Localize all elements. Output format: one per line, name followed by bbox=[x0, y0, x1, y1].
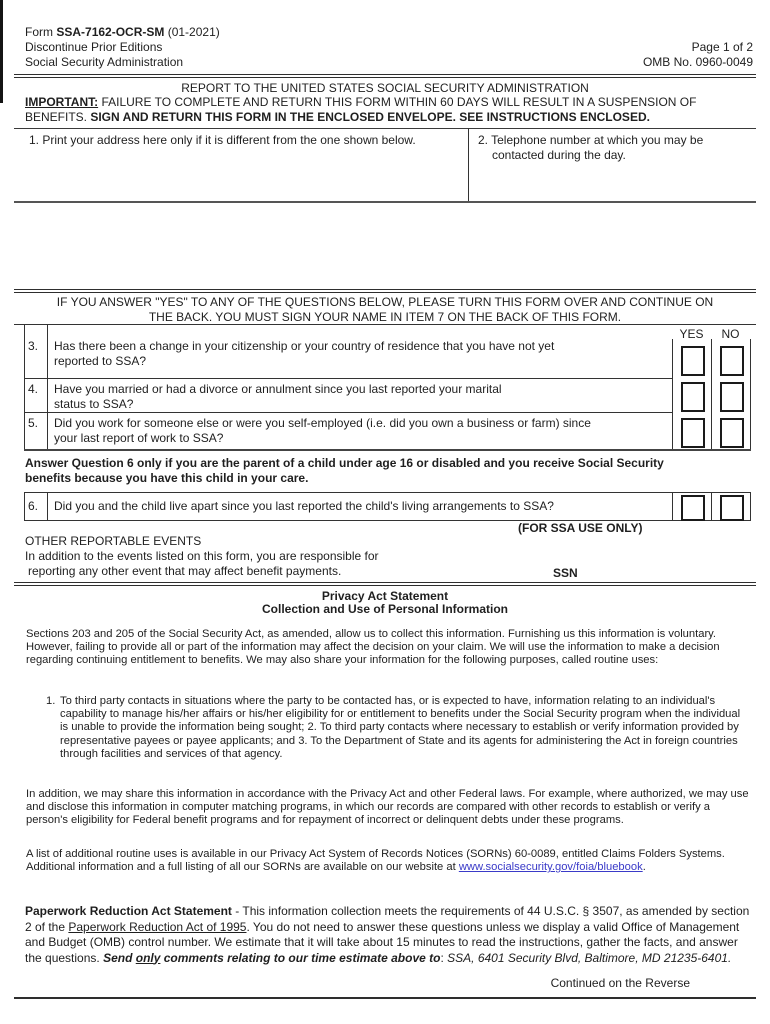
question-5-line1: Did you work for someone else or were you self-employed (i.e. did you own a business or farm) since bbox=[54, 416, 591, 430]
for-ssa-use-only-label: (FOR SSA USE ONLY) bbox=[518, 521, 643, 535]
privacy-section-divider bbox=[14, 582, 756, 586]
omb-number: OMB No. 0960-0049 bbox=[642, 55, 753, 69]
band-top-border bbox=[14, 289, 756, 293]
question-6-number: 6. bbox=[28, 499, 39, 513]
items-table-divider bbox=[468, 128, 469, 201]
pra-1995-reference: Paperwork Reduction Act of 1995 bbox=[68, 919, 247, 934]
yes-column-header: YES bbox=[679, 327, 704, 341]
yes-instruction-band bbox=[0, 295, 770, 325]
privacy-act-title: Privacy Act Statement bbox=[321, 589, 449, 603]
question-4-line2: status to SSA? bbox=[54, 397, 134, 411]
question-6-text: Did you and the child live apart since you last reported the child's living arrangements to SSA? bbox=[54, 499, 554, 513]
question-4-yes-checkbox[interactable] bbox=[681, 382, 705, 412]
question-5-yes-checkbox[interactable] bbox=[681, 418, 705, 448]
question-3-line1: Has there been a change in your citizenship or your country of residence that you have not yet bbox=[54, 339, 555, 353]
important-line-1: IMPORTANT: FAILURE TO COMPLETE AND RETURN THIS FORM WITHIN 60 DAYS WILL RESULT IN A SUSPENSION OF bbox=[25, 95, 697, 109]
page-number: Page 1 of 2 bbox=[691, 40, 753, 54]
form-number-line: Form SSA-7162-OCR-SM (01-2021) bbox=[25, 25, 220, 39]
agency-line: Social Security Administration bbox=[25, 55, 184, 69]
important-line-2: BENEFITS. SIGN AND RETURN THIS FORM IN THE ENCLOSED ENVELOPE. SEE INSTRUCTIONS ENCLOSED. bbox=[25, 110, 650, 124]
questions-table-left-border bbox=[24, 325, 25, 449]
form-title: REPORT TO THE UNITED STATES SOCIAL SECURITY ADMINISTRATION bbox=[181, 81, 589, 95]
band-bottom-border bbox=[14, 324, 756, 325]
ssn-label: SSN bbox=[553, 566, 578, 580]
band-line-2: THE BACK. YOU MUST SIGN YOUR NAME IN ITEM 7 ON THE BACK OF THIS FORM. bbox=[148, 310, 622, 324]
row-divider-3-4 bbox=[24, 378, 672, 379]
no-column-header: NO bbox=[721, 327, 740, 341]
form-number: SSA-7162-OCR-SM bbox=[56, 25, 165, 39]
question-3-text bbox=[54, 339, 669, 369]
other-events-line2: reporting any other event that may affect benefit payments. bbox=[28, 564, 342, 578]
question-4-number: 4. bbox=[28, 382, 39, 396]
discontinue-line: Discontinue Prior Editions bbox=[25, 40, 163, 54]
ssa-address: SSA, 6401 Security Blvd, Baltimore, MD 21235-6401. bbox=[447, 950, 732, 965]
bluebook-link[interactable]: www.socialsecurity.gov/foia/bluebook bbox=[458, 861, 643, 874]
questions-table-right-border bbox=[750, 339, 751, 449]
form-id-block bbox=[25, 25, 220, 70]
paperwork-label: Paperwork Reduction Act Statement bbox=[25, 904, 232, 918]
important-notice bbox=[25, 95, 761, 125]
question-4-text bbox=[54, 382, 669, 412]
privacy-paragraph-1: Sections 203 and 205 of the Social Security Act, as amended, allow us to collect this information. Furnishing us this information is voluntary. However, failing to provide all or part of the information may affect the decision on your claim. We will use the information to make a decision regarding continuing entitlement to benefits. We may also share your information for the following purposes, called routine uses: bbox=[26, 628, 720, 667]
question-4-no-checkbox[interactable] bbox=[720, 382, 744, 412]
routine-use-list-marker: 1. bbox=[46, 695, 56, 707]
question-5-no-checkbox[interactable] bbox=[720, 418, 744, 448]
yes-no-column-divider bbox=[711, 339, 712, 449]
question-6-number-divider bbox=[47, 492, 48, 521]
paperwork-reduction-statement: Paperwork Reduction Act Statement - This information collection meets the requirements of 44 U.S.C. § 3507, as amended by section 2 of the Paperwork Reduction Act of 1995. You do not need to answer these questions unless we display a valid Office of Management and Budget (OMB) control number. We estimate that it will take about 15 minutes to read the instructions, gather the facts, and answer the questions. Send only comments relating to our time estimate above to: SSA, 6401 Security Blvd, Baltimore, MD 21235-6401. bbox=[25, 904, 750, 965]
question-3-line2: reported to SSA? bbox=[54, 354, 147, 368]
header-divider bbox=[14, 74, 756, 78]
question-4-line1: Have you married or had a divorce or annulment since you last reported your marital bbox=[54, 382, 502, 396]
privacy-paragraph-2: In addition, we may share this information in accordance with the Privacy Act and other Federal laws. For example, where authorized, we may use and disclose this information in computer matching programs, in which our records are compared with other records to establish or verify a person's eligibility for Federal benefit programs and for repayment of incorrect or delinquent debts under these programs. bbox=[26, 788, 749, 827]
question-6-note-line1: Answer Question 6 only if you are the parent of a child under age 16 or disabled and you receive Social Security bbox=[25, 456, 664, 470]
question-6-yes-checkbox[interactable] bbox=[681, 495, 705, 521]
question-3-number: 3. bbox=[28, 339, 39, 353]
row-divider-4-5 bbox=[24, 412, 672, 413]
questions-number-column-divider bbox=[47, 325, 48, 449]
privacy-paragraph-3 bbox=[26, 848, 752, 874]
question-6-note bbox=[25, 456, 761, 486]
question-3-yes-checkbox[interactable] bbox=[681, 346, 705, 376]
question-5-number: 5. bbox=[28, 416, 39, 430]
items-table-bottom-border bbox=[14, 201, 756, 203]
question-5-line2: your last report of work to SSA? bbox=[54, 431, 224, 445]
question-6-yes-column-border bbox=[672, 492, 673, 521]
page-omb-block bbox=[440, 40, 753, 70]
sorn-period: . bbox=[642, 861, 646, 874]
question-6-no-checkbox[interactable] bbox=[720, 495, 744, 521]
question-6-note-line2: benefits because you have this child in your care. bbox=[25, 471, 309, 485]
privacy-act-subtitle: Collection and Use of Personal Information bbox=[261, 602, 509, 616]
item-1-address-label: 1. Print your address here only if it is different from the one shown below. bbox=[29, 133, 416, 147]
band-line-1: IF YOU ANSWER "YES" TO ANY OF THE QUESTIONS BELOW, PLEASE TURN THIS FORM OVER AND CONTINUE ON bbox=[56, 295, 714, 309]
yes-column-left-border bbox=[672, 339, 673, 449]
important-label: IMPORTANT: bbox=[25, 95, 99, 109]
items-table-top-border bbox=[14, 128, 756, 129]
question-3-no-checkbox[interactable] bbox=[720, 346, 744, 376]
continued-on-reverse: Continued on the Reverse bbox=[550, 976, 690, 990]
other-reportable-events-title: OTHER REPORTABLE EVENTS bbox=[25, 534, 202, 548]
item-2-telephone-label: 2. Telephone number at which you may be contacted during the day. bbox=[478, 133, 704, 162]
question-6-yes-no-divider bbox=[711, 492, 712, 521]
other-events-line1: In addition to the events listed on this form, you are responsible for bbox=[25, 549, 379, 563]
routine-use-list-item: To third party contacts in situations where the party to be contacted has, or is expected to have, information relating to an individual's capability to manage his/her affairs or his/her eligibility for or entitlement to benefits under the Social Security program when the individual is unable to provide the information being sought; 2. To third party contacts where necessary to establish or verify information provided by representative payees or payee applicants; and 3. To the Department of State and its agents for administering the Act in foreign countries through facilities and services of that agency. bbox=[60, 695, 741, 760]
question-5-text bbox=[54, 416, 669, 446]
sorn-text: A list of additional routine uses is available in our Privacy Act System of Records Notices (SORNs) 60-0089, entitled Claims Folders Systems. Additional information and a full listing of all our SORNs are available on our website at bbox=[26, 848, 725, 874]
bottom-border bbox=[14, 997, 756, 999]
questions-table-bottom-border bbox=[24, 449, 751, 451]
